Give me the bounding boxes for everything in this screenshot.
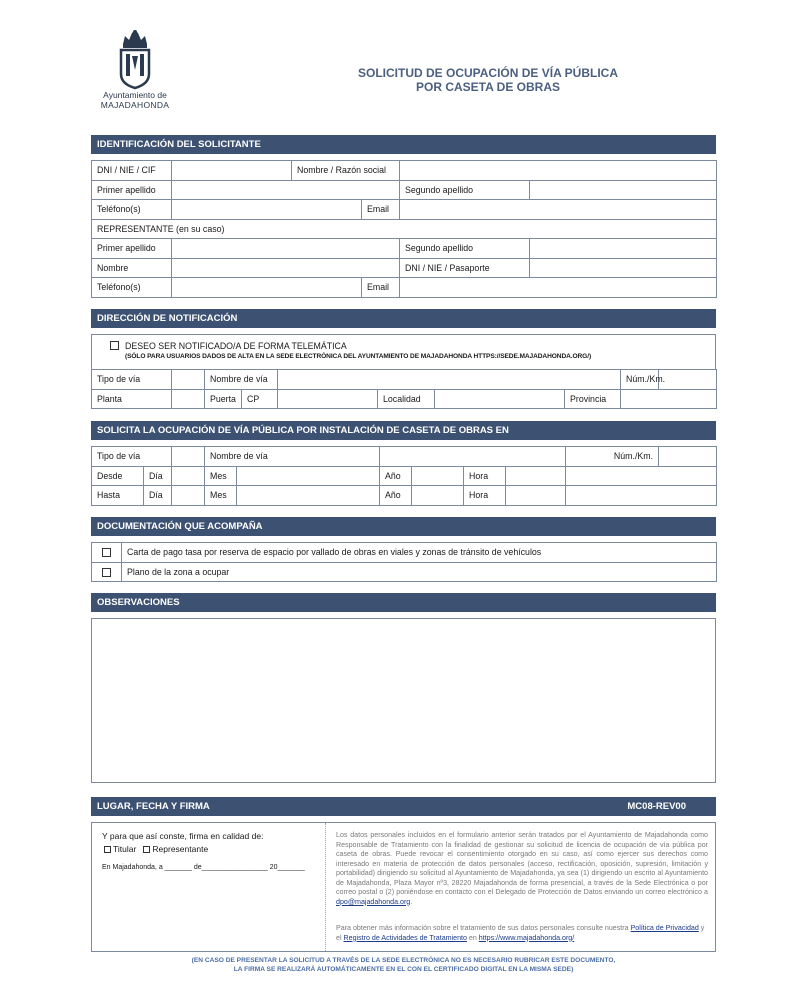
notif-nombre-via-field[interactable] bbox=[278, 370, 621, 390]
doc-plano-checkbox-cell[interactable] bbox=[92, 562, 122, 582]
firma-box bbox=[91, 822, 716, 952]
ocup-tipo-via-label: Tipo de vía bbox=[92, 447, 172, 467]
section-header-observaciones: OBSERVACIONES bbox=[91, 593, 716, 612]
notif-tipo-via-label: Tipo de vía bbox=[92, 370, 172, 390]
hasta-hora-label: Hora bbox=[464, 486, 506, 506]
nombre-razon-label: Nombre / Razón social bbox=[292, 161, 400, 181]
logo-line1: Ayuntamiento de bbox=[103, 90, 167, 100]
primer-apellido-label: Primer apellido bbox=[92, 180, 172, 200]
hasta-label: Hasta bbox=[92, 486, 144, 506]
section-header-ocupacion: SOLICITA LA OCUPACIÓN DE VÍA PÚBLICA POR INSTALACIÓN DE CASETA DE OBRAS EN bbox=[91, 421, 716, 440]
bottom-note bbox=[91, 956, 716, 974]
hasta-dia-label: Día bbox=[144, 486, 172, 506]
table-row bbox=[92, 466, 717, 486]
privacy-policy-link[interactable]: Política de Privacidad bbox=[630, 924, 699, 932]
legal-and: y el bbox=[336, 924, 705, 942]
logo-line2: MAJADAHONDA bbox=[100, 100, 170, 110]
notificacion-table bbox=[91, 369, 717, 409]
title-line1: SOLICITUD DE OCUPACIÓN DE VÍA PÚBLICA bbox=[357, 66, 618, 80]
document-code: MC08-REV00 bbox=[627, 801, 686, 812]
desde-mes-field[interactable] bbox=[237, 466, 380, 486]
rep-email-label: Email bbox=[362, 278, 400, 298]
desde-mes-label: Mes bbox=[205, 466, 237, 486]
representante-checkbox[interactable] bbox=[143, 846, 150, 853]
segundo-apellido-label: Segundo apellido bbox=[400, 180, 530, 200]
ayuntamiento-logo bbox=[92, 30, 178, 110]
primer-apellido-field[interactable] bbox=[172, 180, 400, 200]
section-header-solicitante: IDENTIFICACIÓN DEL SOLICITANTE bbox=[91, 135, 716, 154]
solicitante-table bbox=[91, 160, 717, 298]
legal-more-text: Para obtener más información sobre el tratamiento de sus datos personales consulte nuestra bbox=[336, 924, 629, 932]
rep-segundo-apellido-label: Segundo apellido bbox=[400, 239, 530, 259]
telefono-label: Teléfono(s) bbox=[92, 200, 172, 220]
documentacion-table bbox=[91, 542, 717, 582]
representante-label: REPRESENTANTE (en su caso) bbox=[92, 219, 717, 239]
notif-localidad-field[interactable] bbox=[435, 389, 565, 409]
bottom-note-line2: LA FIRMA SE REALIZARÁ AUTOMÁTICAMENTE EN EL CON EL CERTIFICADO DIGITAL EN LA MISMA SEDE) bbox=[233, 966, 574, 973]
desde-anio-label: Año bbox=[380, 466, 412, 486]
table-row bbox=[92, 370, 717, 390]
notif-cp-field[interactable] bbox=[278, 389, 378, 409]
section-header-firma bbox=[91, 797, 716, 816]
notif-puerta-label: Puerta bbox=[205, 389, 242, 409]
rep-email-field[interactable] bbox=[400, 278, 717, 298]
table-row bbox=[92, 447, 717, 467]
bottom-note-line1: (EN CASO DE PRESENTAR LA SOLICITUD A TRAVÉS DE LA SEDE ELECTRÓNICA NO ES NECESARIO RUBRICAR ESTE DOCUMENTO, bbox=[191, 957, 616, 964]
notif-localidad-label: Localidad bbox=[378, 389, 435, 409]
dni-label: DNI / NIE / CIF bbox=[92, 161, 172, 181]
notif-nombre-via-label: Nombre de vía bbox=[205, 370, 278, 390]
desde-label: Desde bbox=[92, 466, 144, 486]
ocup-nombre-via-label: Nombre de vía bbox=[205, 447, 380, 467]
notif-num-field[interactable] bbox=[659, 370, 717, 390]
telematica-checkbox[interactable] bbox=[110, 341, 119, 350]
telematica-note: (SÓLO PARA USUARIOS DADOS DE ALTA EN LA SEDE ELECTRÓNICA DEL AYUNTAMIENTO DE MAJADAHONDA HTTPS://SEDE.MAJADAHONDA.ORG/) bbox=[125, 353, 592, 360]
nombre-razon-field[interactable] bbox=[400, 161, 717, 181]
hasta-mes-label: Mes bbox=[205, 486, 237, 506]
telefono-field[interactable] bbox=[172, 200, 362, 220]
rep-primer-apellido-field[interactable] bbox=[172, 239, 400, 259]
rep-dni-field[interactable] bbox=[530, 258, 717, 278]
table-row bbox=[92, 200, 717, 220]
firma-section-title: LUGAR, FECHA Y FIRMA bbox=[97, 801, 210, 812]
dni-field[interactable] bbox=[172, 161, 292, 181]
hasta-anio-field[interactable] bbox=[412, 486, 464, 506]
doc-carta-checkbox[interactable] bbox=[102, 548, 111, 557]
doc-carta-checkbox-cell[interactable] bbox=[92, 543, 122, 563]
notif-tipo-via-field[interactable] bbox=[172, 370, 205, 390]
legal-text: Los datos personales incluidos en el formulario anterior serán tratados por el Ayuntamiento de Majadahonda como Responsable de Tratamiento con la finalidad de gestionar su solicitud de licencia de ocupación de vía pública por caseta de obras. Puede revocar el consentimiento otorgado en su caso, así como ejercer sus derechos como interesado en materia de protección de datos personales (acceso, rectificación, oposición, supresión, limitación y portabilidad) dirigiendo su solicitud al Ayuntamiento de Majadahonda, ya sea (1) dirigiendo un escrito al Ayuntamiento de Majadahonda, Plaza Mayor nº3, 28220 Majadahonda de forma presencial, a través de la Sede Electrónica o por correo postal o (2) poniéndose en contacto con el Delegado de Protección de Datos enviando un correo electrónico a dpo@majadahonda.org. bbox=[336, 831, 708, 906]
ocup-nombre-via-field[interactable] bbox=[380, 447, 566, 467]
notif-provincia-field[interactable] bbox=[621, 389, 717, 409]
hasta-extra-field[interactable] bbox=[566, 486, 717, 506]
email-field[interactable] bbox=[400, 200, 717, 220]
hasta-hora-field[interactable] bbox=[506, 486, 566, 506]
table-row bbox=[92, 161, 717, 181]
hasta-mes-field[interactable] bbox=[237, 486, 380, 506]
legal-more-info bbox=[336, 924, 708, 943]
desde-hora-field[interactable] bbox=[506, 466, 566, 486]
hasta-anio-label: Año bbox=[380, 486, 412, 506]
notif-cp-label: CP bbox=[242, 389, 278, 409]
hasta-dia-field[interactable] bbox=[172, 486, 205, 506]
section-header-notificacion: DIRECCIÓN DE NOTIFICACIÓN bbox=[91, 309, 716, 328]
table-row bbox=[92, 486, 717, 506]
dpo-email-link[interactable]: dpo@majadahonda.org bbox=[336, 897, 411, 906]
table-row bbox=[92, 562, 717, 582]
desde-dia-label: Día bbox=[144, 466, 172, 486]
rep-segundo-apellido-field[interactable] bbox=[530, 239, 717, 259]
observaciones-textarea[interactable] bbox=[91, 618, 716, 783]
firma-lugar-fecha: En Majadahonda, a _______ de_________________ 20_______ bbox=[102, 864, 305, 871]
notificacion-telematica bbox=[91, 334, 716, 370]
notif-num-label: Núm./Km. bbox=[621, 370, 659, 390]
legal-en: en bbox=[468, 933, 477, 942]
section-header-documentacion: DOCUMENTACIÓN QUE ACOMPAÑA bbox=[91, 517, 716, 536]
desde-anio-field[interactable] bbox=[412, 466, 464, 486]
segundo-apellido-field[interactable] bbox=[530, 180, 717, 200]
crown-shield-icon bbox=[115, 30, 155, 90]
table-row bbox=[92, 219, 717, 239]
firma-title: Y para que así conste, firma en calidad de: bbox=[102, 831, 264, 841]
rep-telefono-field[interactable] bbox=[172, 278, 362, 298]
footer-divider bbox=[325, 823, 326, 951]
table-row bbox=[92, 543, 717, 563]
rep-nombre-label: Nombre bbox=[92, 258, 172, 278]
rep-dni-label: DNI / NIE / Pasaporte bbox=[400, 258, 530, 278]
doc-carta-label: Carta de pago tasa por reserva de espacio por vallado de obras en viales y zonas de tránsito de vehículos bbox=[122, 543, 717, 563]
desde-hora-label: Hora bbox=[464, 466, 506, 486]
table-row bbox=[92, 239, 717, 259]
notif-planta-label: Planta bbox=[92, 389, 172, 409]
table-row bbox=[92, 180, 717, 200]
ocup-num-field[interactable] bbox=[659, 447, 717, 467]
table-row bbox=[92, 389, 717, 409]
titular-label: Titular bbox=[113, 844, 137, 854]
representante-label: Representante bbox=[152, 844, 209, 854]
desde-extra-field[interactable] bbox=[566, 466, 717, 486]
table-row bbox=[92, 258, 717, 278]
doc-plano-checkbox[interactable] bbox=[102, 568, 111, 577]
rep-primer-apellido-label: Primer apellido bbox=[92, 239, 172, 259]
notif-planta-field[interactable] bbox=[172, 389, 205, 409]
desde-dia-field[interactable] bbox=[172, 466, 205, 486]
notif-provincia-label: Provincia bbox=[565, 389, 621, 409]
website-link[interactable]: https://www.majadahonda.org/ bbox=[478, 933, 575, 942]
doc-plano-label: Plano de la zona a ocupar bbox=[122, 562, 717, 582]
titular-checkbox[interactable] bbox=[104, 846, 111, 853]
ocup-num-label: Núm./Km. bbox=[566, 447, 659, 467]
email-label: Email bbox=[362, 200, 400, 220]
ocupacion-table bbox=[91, 446, 717, 506]
document-title bbox=[330, 66, 646, 94]
table-row bbox=[92, 278, 717, 298]
firma-options bbox=[104, 844, 208, 854]
rep-telefono-label: Teléfono(s) bbox=[92, 278, 172, 298]
registro-link[interactable]: Registro de Actividades de Tratamiento bbox=[343, 933, 467, 942]
rep-nombre-field[interactable] bbox=[172, 258, 400, 278]
telematica-label: DESEO SER NOTIFICADO/A DE FORMA TELEMÁTICA bbox=[125, 341, 347, 351]
ocup-tipo-via-field[interactable] bbox=[172, 447, 205, 467]
title-line2: POR CASETA DE OBRAS bbox=[415, 80, 560, 94]
legal-body: Los datos personales incluidos en el formulario anterior serán tratados por el Ayuntamiento de Majadahonda como Responsable de Tratamiento con la finalidad de gestionar su solicitud de licencia de ocupación de vía pública por caseta de obras. Puede revocar el consentimiento otorgado en su caso, así como ejercer sus derechos como interesado en materia de protección de datos personales (acceso, rectificación, oposición, supresión, limitación y portabilidad) dirigiendo su solicitud al Ayuntamiento de Majadahonda, ya sea (1) dirigiendo un escrito al Ayuntamiento de Majadahonda, Plaza Mayor nº3, 28220 Majadahonda de forma presencial, a través de la Sede Electrónica o por correo postal o (2) poniéndose en contacto con el Delegado de Protección de Datos enviando un correo electrónico a bbox=[336, 831, 708, 896]
